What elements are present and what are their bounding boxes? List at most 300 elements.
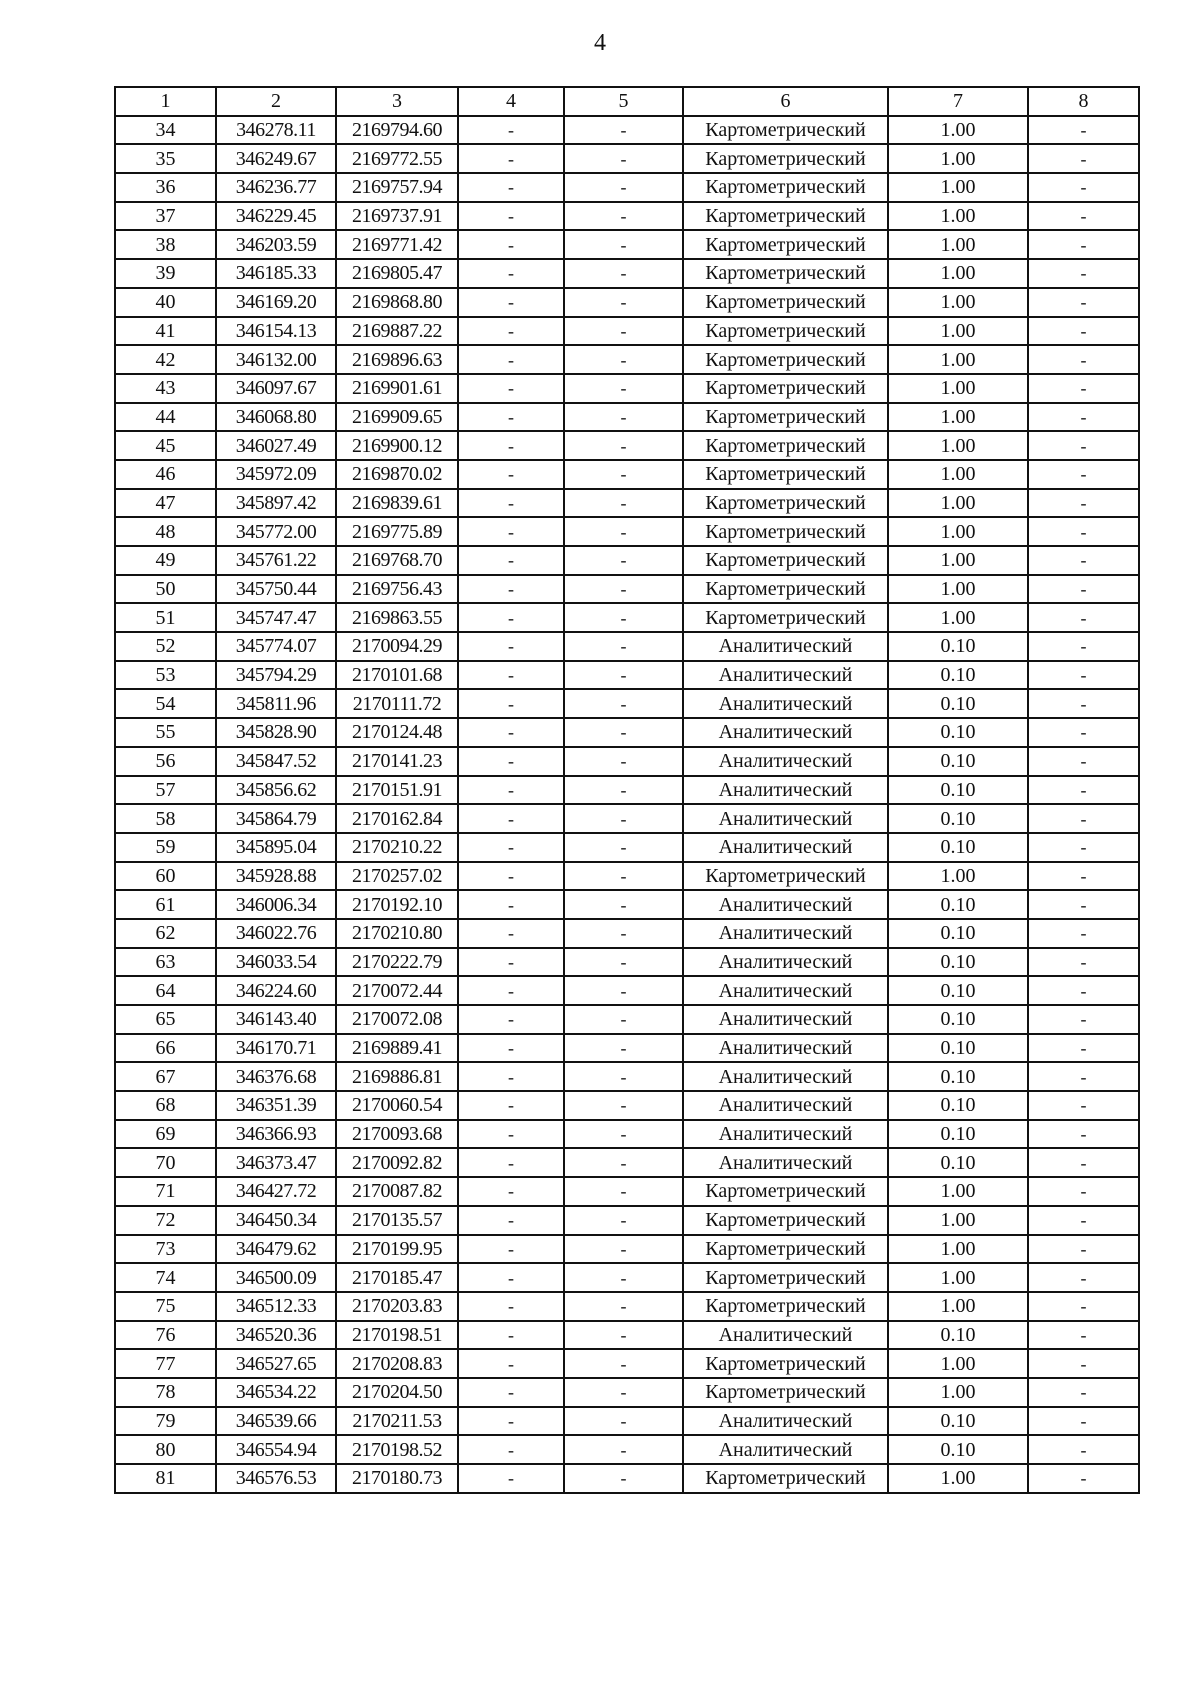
column-8-cell: - (1028, 862, 1139, 891)
y-coordinate-cell: 2169909.65 (336, 403, 458, 432)
y-coordinate-cell: 2170185.47 (336, 1263, 458, 1292)
y-coordinate-cell: 2170211.53 (336, 1407, 458, 1436)
column-8-cell: - (1028, 173, 1139, 202)
x-coordinate-cell: 346033.54 (216, 948, 336, 977)
method-cell: Аналитический (683, 1407, 888, 1436)
y-coordinate-cell: 2169863.55 (336, 603, 458, 632)
x-coordinate-cell: 346512.33 (216, 1292, 336, 1321)
column-5-cell: - (564, 431, 683, 460)
y-coordinate-cell: 2170092.82 (336, 1148, 458, 1177)
table-row (115, 1464, 1139, 1493)
point-number-cell: 47 (115, 489, 216, 518)
x-coordinate-cell: 346236.77 (216, 173, 336, 202)
x-coordinate-cell: 346539.66 (216, 1407, 336, 1436)
column-4-cell: - (458, 1464, 564, 1493)
x-coordinate-cell: 346520.36 (216, 1321, 336, 1350)
method-cell: Картометрический (683, 862, 888, 891)
table-row (115, 1034, 1139, 1063)
column-4-cell: - (458, 1177, 564, 1206)
x-coordinate-cell: 346224.60 (216, 976, 336, 1005)
column-4-cell: - (458, 1005, 564, 1034)
column-4-cell: - (458, 116, 564, 145)
table-row (115, 546, 1139, 575)
table-body (115, 116, 1139, 1493)
accuracy-cell: 1.00 (888, 202, 1028, 231)
point-number-cell: 43 (115, 374, 216, 403)
accuracy-cell: 1.00 (888, 1177, 1028, 1206)
column-4-cell: - (458, 862, 564, 891)
column-8-cell: - (1028, 431, 1139, 460)
table-row (115, 1091, 1139, 1120)
page-number: 4 (594, 30, 606, 56)
method-cell: Картометрический (683, 1206, 888, 1235)
point-number-cell: 41 (115, 317, 216, 346)
column-5-cell: - (564, 632, 683, 661)
column-4-cell: - (458, 661, 564, 690)
table-row (115, 1177, 1139, 1206)
accuracy-cell: 1.00 (888, 345, 1028, 374)
x-coordinate-cell: 346229.45 (216, 202, 336, 231)
column-5-cell: - (564, 1464, 683, 1493)
column-8-cell: - (1028, 1292, 1139, 1321)
accuracy-cell: 1.00 (888, 288, 1028, 317)
accuracy-cell: 1.00 (888, 431, 1028, 460)
method-cell: Картометрический (683, 575, 888, 604)
column-5-cell: - (564, 1263, 683, 1292)
point-number-cell: 35 (115, 144, 216, 173)
method-cell: Картометрический (683, 603, 888, 632)
accuracy-cell: 1.00 (888, 1292, 1028, 1321)
x-coordinate-cell: 346143.40 (216, 1005, 336, 1034)
point-number-cell: 46 (115, 460, 216, 489)
table-row (115, 202, 1139, 231)
column-8-cell: - (1028, 202, 1139, 231)
table-row (115, 862, 1139, 891)
column-4-cell: - (458, 948, 564, 977)
y-coordinate-cell: 2170060.54 (336, 1091, 458, 1120)
column-8-cell: - (1028, 1464, 1139, 1493)
accuracy-cell: 1.00 (888, 517, 1028, 546)
table-row (115, 919, 1139, 948)
method-cell: Аналитический (683, 919, 888, 948)
column-5-cell: - (564, 1349, 683, 1378)
table-row (115, 1206, 1139, 1235)
table-row (115, 1235, 1139, 1264)
y-coordinate-cell: 2169839.61 (336, 489, 458, 518)
column-4-cell: - (458, 1091, 564, 1120)
accuracy-cell: 0.10 (888, 1407, 1028, 1436)
point-number-cell: 67 (115, 1062, 216, 1091)
table-row (115, 976, 1139, 1005)
column-header: 4 (458, 87, 564, 116)
column-5-cell: - (564, 919, 683, 948)
point-number-cell: 71 (115, 1177, 216, 1206)
x-coordinate-cell: 345895.04 (216, 833, 336, 862)
x-coordinate-cell: 346527.65 (216, 1349, 336, 1378)
column-header: 3 (336, 87, 458, 116)
table-row (115, 144, 1139, 173)
point-number-cell: 72 (115, 1206, 216, 1235)
column-8-cell: - (1028, 661, 1139, 690)
column-8-cell: - (1028, 1034, 1139, 1063)
method-cell: Картометрический (683, 1464, 888, 1493)
x-coordinate-cell: 345972.09 (216, 460, 336, 489)
column-8-cell: - (1028, 718, 1139, 747)
column-5-cell: - (564, 603, 683, 632)
x-coordinate-cell: 346450.34 (216, 1206, 336, 1235)
method-cell: Аналитический (683, 1435, 888, 1464)
column-4-cell: - (458, 1321, 564, 1350)
table-row (115, 747, 1139, 776)
method-cell: Картометрический (683, 1177, 888, 1206)
method-cell: Картометрический (683, 317, 888, 346)
table-row (115, 632, 1139, 661)
column-4-cell: - (458, 173, 564, 202)
method-cell: Аналитический (683, 747, 888, 776)
table-row (115, 317, 1139, 346)
method-cell: Картометрический (683, 1378, 888, 1407)
point-number-cell: 34 (115, 116, 216, 145)
column-5-cell: - (564, 661, 683, 690)
method-cell: Аналитический (683, 632, 888, 661)
column-4-cell: - (458, 632, 564, 661)
column-5-cell: - (564, 1091, 683, 1120)
column-8-cell: - (1028, 1263, 1139, 1292)
accuracy-cell: 1.00 (888, 259, 1028, 288)
table-row (115, 1148, 1139, 1177)
y-coordinate-cell: 2169772.55 (336, 144, 458, 173)
column-5-cell: - (564, 1435, 683, 1464)
table-row (115, 603, 1139, 632)
x-coordinate-cell: 346351.39 (216, 1091, 336, 1120)
accuracy-cell: 0.10 (888, 948, 1028, 977)
column-4-cell: - (458, 1206, 564, 1235)
column-5-cell: - (564, 288, 683, 317)
x-coordinate-cell: 346027.49 (216, 431, 336, 460)
table-row (115, 948, 1139, 977)
column-5-cell: - (564, 1378, 683, 1407)
column-4-cell: - (458, 374, 564, 403)
table-row (115, 1321, 1139, 1350)
column-8-cell: - (1028, 890, 1139, 919)
point-number-cell: 45 (115, 431, 216, 460)
table-row (115, 259, 1139, 288)
accuracy-cell: 0.10 (888, 1005, 1028, 1034)
y-coordinate-cell: 2170151.91 (336, 776, 458, 805)
table-row (115, 517, 1139, 546)
column-5-cell: - (564, 489, 683, 518)
column-8-cell: - (1028, 1005, 1139, 1034)
y-coordinate-cell: 2170111.72 (336, 689, 458, 718)
method-cell: Картометрический (683, 288, 888, 317)
accuracy-cell: 0.10 (888, 718, 1028, 747)
x-coordinate-cell: 346500.09 (216, 1263, 336, 1292)
y-coordinate-cell: 2170072.44 (336, 976, 458, 1005)
method-cell: Картометрический (683, 374, 888, 403)
x-coordinate-cell: 346278.11 (216, 116, 336, 145)
y-coordinate-cell: 2170204.50 (336, 1378, 458, 1407)
column-5-cell: - (564, 1321, 683, 1350)
x-coordinate-cell: 346479.62 (216, 1235, 336, 1264)
method-cell: Картометрический (683, 1349, 888, 1378)
point-number-cell: 44 (115, 403, 216, 432)
point-number-cell: 68 (115, 1091, 216, 1120)
accuracy-cell: 1.00 (888, 862, 1028, 891)
column-5-cell: - (564, 1034, 683, 1063)
column-5-cell: - (564, 776, 683, 805)
column-8-cell: - (1028, 603, 1139, 632)
table-row (115, 431, 1139, 460)
point-number-cell: 65 (115, 1005, 216, 1034)
x-coordinate-cell: 346427.72 (216, 1177, 336, 1206)
column-header: 6 (683, 87, 888, 116)
x-coordinate-cell: 346006.34 (216, 890, 336, 919)
table-row (115, 230, 1139, 259)
column-4-cell: - (458, 804, 564, 833)
column-4-cell: - (458, 1034, 564, 1063)
x-coordinate-cell: 345811.96 (216, 689, 336, 718)
column-header: 7 (888, 87, 1028, 116)
table-row (115, 1120, 1139, 1149)
column-5-cell: - (564, 689, 683, 718)
column-5-cell: - (564, 116, 683, 145)
column-8-cell: - (1028, 1091, 1139, 1120)
point-number-cell: 64 (115, 976, 216, 1005)
point-number-cell: 36 (115, 173, 216, 202)
column-8-cell: - (1028, 546, 1139, 575)
accuracy-cell: 0.10 (888, 1148, 1028, 1177)
y-coordinate-cell: 2169896.63 (336, 345, 458, 374)
x-coordinate-cell: 346249.67 (216, 144, 336, 173)
column-8-cell: - (1028, 403, 1139, 432)
y-coordinate-cell: 2170203.83 (336, 1292, 458, 1321)
x-coordinate-cell: 346132.00 (216, 345, 336, 374)
column-8-cell: - (1028, 1120, 1139, 1149)
column-5-cell: - (564, 1177, 683, 1206)
column-4-cell: - (458, 1407, 564, 1436)
accuracy-cell: 1.00 (888, 603, 1028, 632)
column-8-cell: - (1028, 833, 1139, 862)
method-cell: Аналитический (683, 976, 888, 1005)
method-cell: Аналитический (683, 890, 888, 919)
y-coordinate-cell: 2169794.60 (336, 116, 458, 145)
x-coordinate-cell: 345747.47 (216, 603, 336, 632)
y-coordinate-cell: 2169737.91 (336, 202, 458, 231)
table-row (115, 460, 1139, 489)
point-number-cell: 81 (115, 1464, 216, 1493)
method-cell: Картометрический (683, 403, 888, 432)
column-5-cell: - (564, 1005, 683, 1034)
point-number-cell: 55 (115, 718, 216, 747)
y-coordinate-cell: 2169900.12 (336, 431, 458, 460)
column-4-cell: - (458, 546, 564, 575)
table-row (115, 1349, 1139, 1378)
method-cell: Картометрический (683, 116, 888, 145)
accuracy-cell: 0.10 (888, 1091, 1028, 1120)
y-coordinate-cell: 2170192.10 (336, 890, 458, 919)
point-number-cell: 53 (115, 661, 216, 690)
column-header: 1 (115, 87, 216, 116)
column-8-cell: - (1028, 1407, 1139, 1436)
accuracy-cell: 1.00 (888, 173, 1028, 202)
accuracy-cell: 0.10 (888, 976, 1028, 1005)
column-8-cell: - (1028, 776, 1139, 805)
point-number-cell: 58 (115, 804, 216, 833)
point-number-cell: 48 (115, 517, 216, 546)
y-coordinate-cell: 2169901.61 (336, 374, 458, 403)
method-cell: Аналитический (683, 1062, 888, 1091)
point-number-cell: 42 (115, 345, 216, 374)
column-4-cell: - (458, 1378, 564, 1407)
accuracy-cell: 1.00 (888, 144, 1028, 173)
accuracy-cell: 0.10 (888, 661, 1028, 690)
x-coordinate-cell: 346373.47 (216, 1148, 336, 1177)
column-8-cell: - (1028, 1148, 1139, 1177)
point-number-cell: 38 (115, 230, 216, 259)
column-4-cell: - (458, 1062, 564, 1091)
column-4-cell: - (458, 1349, 564, 1378)
accuracy-cell: 1.00 (888, 230, 1028, 259)
point-number-cell: 57 (115, 776, 216, 805)
accuracy-cell: 0.10 (888, 1034, 1028, 1063)
column-4-cell: - (458, 1435, 564, 1464)
method-cell: Аналитический (683, 776, 888, 805)
column-8-cell: - (1028, 144, 1139, 173)
method-cell: Аналитический (683, 833, 888, 862)
column-8-cell: - (1028, 1378, 1139, 1407)
table-row (115, 1005, 1139, 1034)
y-coordinate-cell: 2170208.83 (336, 1349, 458, 1378)
column-4-cell: - (458, 202, 564, 231)
accuracy-cell: 0.10 (888, 632, 1028, 661)
x-coordinate-cell: 345828.90 (216, 718, 336, 747)
column-4-cell: - (458, 1148, 564, 1177)
y-coordinate-cell: 2169775.89 (336, 517, 458, 546)
column-5-cell: - (564, 374, 683, 403)
column-8-cell: - (1028, 1349, 1139, 1378)
point-number-cell: 39 (115, 259, 216, 288)
column-5-cell: - (564, 345, 683, 374)
column-8-cell: - (1028, 575, 1139, 604)
y-coordinate-cell: 2170210.80 (336, 919, 458, 948)
y-coordinate-cell: 2170124.48 (336, 718, 458, 747)
accuracy-cell: 1.00 (888, 1464, 1028, 1493)
y-coordinate-cell: 2169771.42 (336, 230, 458, 259)
column-8-cell: - (1028, 919, 1139, 948)
point-number-cell: 66 (115, 1034, 216, 1063)
table-row (115, 833, 1139, 862)
column-8-cell: - (1028, 517, 1139, 546)
column-5-cell: - (564, 259, 683, 288)
column-5-cell: - (564, 460, 683, 489)
column-4-cell: - (458, 776, 564, 805)
method-cell: Картометрический (683, 1235, 888, 1264)
method-cell: Картометрический (683, 345, 888, 374)
column-8-cell: - (1028, 1435, 1139, 1464)
x-coordinate-cell: 346169.20 (216, 288, 336, 317)
column-4-cell: - (458, 747, 564, 776)
method-cell: Аналитический (683, 1148, 888, 1177)
point-number-cell: 79 (115, 1407, 216, 1436)
table-row (115, 345, 1139, 374)
column-4-cell: - (458, 718, 564, 747)
x-coordinate-cell: 345897.42 (216, 489, 336, 518)
table-row (115, 804, 1139, 833)
table-row (115, 403, 1139, 432)
point-number-cell: 52 (115, 632, 216, 661)
point-number-cell: 40 (115, 288, 216, 317)
accuracy-cell: 0.10 (888, 1321, 1028, 1350)
column-4-cell: - (458, 1120, 564, 1149)
method-cell: Аналитический (683, 718, 888, 747)
column-5-cell: - (564, 202, 683, 231)
accuracy-cell: 0.10 (888, 804, 1028, 833)
column-5-cell: - (564, 976, 683, 1005)
method-cell: Аналитический (683, 661, 888, 690)
column-5-cell: - (564, 1148, 683, 1177)
table-row (115, 776, 1139, 805)
x-coordinate-cell: 346154.13 (216, 317, 336, 346)
column-8-cell: - (1028, 1235, 1139, 1264)
method-cell: Картометрический (683, 202, 888, 231)
column-8-cell: - (1028, 1321, 1139, 1350)
column-5-cell: - (564, 862, 683, 891)
y-coordinate-cell: 2169886.81 (336, 1062, 458, 1091)
x-coordinate-cell: 345928.88 (216, 862, 336, 891)
accuracy-cell: 0.10 (888, 747, 1028, 776)
accuracy-cell: 1.00 (888, 116, 1028, 145)
column-8-cell: - (1028, 345, 1139, 374)
column-5-cell: - (564, 1120, 683, 1149)
table-row (115, 288, 1139, 317)
y-coordinate-cell: 2169870.02 (336, 460, 458, 489)
table-row (115, 489, 1139, 518)
column-5-cell: - (564, 1292, 683, 1321)
table-row (115, 1263, 1139, 1292)
column-4-cell: - (458, 259, 564, 288)
x-coordinate-cell: 346376.68 (216, 1062, 336, 1091)
point-number-cell: 78 (115, 1378, 216, 1407)
column-5-cell: - (564, 575, 683, 604)
x-coordinate-cell: 346068.80 (216, 403, 336, 432)
accuracy-cell: 0.10 (888, 890, 1028, 919)
column-4-cell: - (458, 288, 564, 317)
accuracy-cell: 0.10 (888, 1062, 1028, 1091)
column-4-cell: - (458, 575, 564, 604)
table-row (115, 890, 1139, 919)
y-coordinate-cell: 2169868.80 (336, 288, 458, 317)
point-number-cell: 59 (115, 833, 216, 862)
column-8-cell: - (1028, 374, 1139, 403)
accuracy-cell: 1.00 (888, 1349, 1028, 1378)
column-4-cell: - (458, 460, 564, 489)
table-row (115, 1062, 1139, 1091)
method-cell: Картометрический (683, 173, 888, 202)
x-coordinate-cell: 345750.44 (216, 575, 336, 604)
column-8-cell: - (1028, 317, 1139, 346)
column-8-cell: - (1028, 116, 1139, 145)
column-4-cell: - (458, 403, 564, 432)
point-number-cell: 75 (115, 1292, 216, 1321)
y-coordinate-cell: 2170094.29 (336, 632, 458, 661)
table-row (115, 689, 1139, 718)
column-8-cell: - (1028, 460, 1139, 489)
accuracy-cell: 1.00 (888, 374, 1028, 403)
point-number-cell: 54 (115, 689, 216, 718)
method-cell: Картометрический (683, 546, 888, 575)
column-5-cell: - (564, 1206, 683, 1235)
y-coordinate-cell: 2169889.41 (336, 1034, 458, 1063)
